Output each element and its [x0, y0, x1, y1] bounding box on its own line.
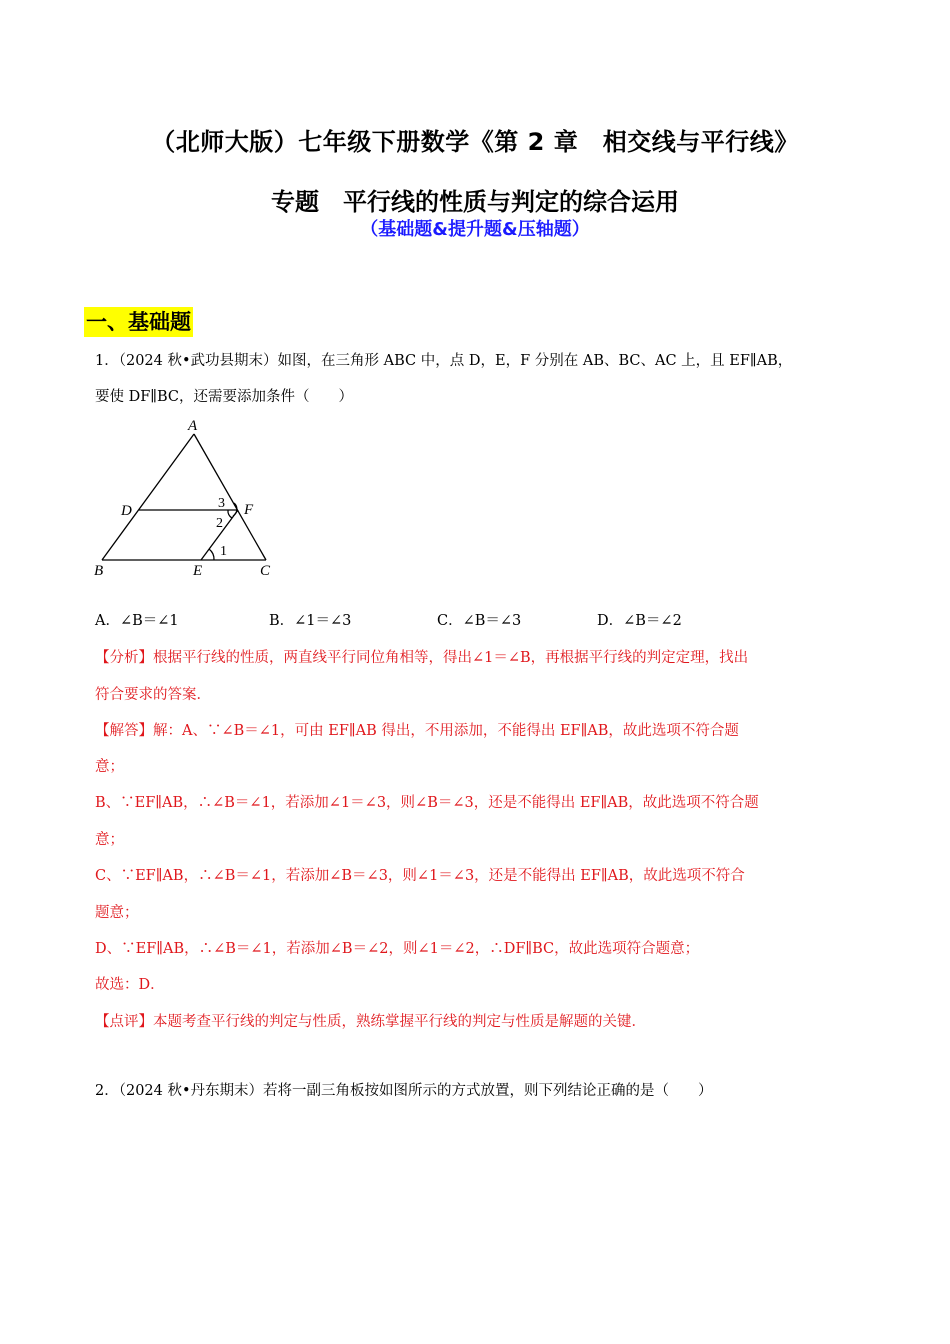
solution-line: C、∵EF∥AB，∴∠B＝∠1，若添加∠B＝∠3，则∠1＝∠3，还是不能得出 EF∥AB，故此选项不符合: [95, 868, 745, 884]
option-d[interactable]: D．∠B＝∠2: [597, 613, 682, 629]
option-b[interactable]: B．∠1＝∠3: [269, 613, 352, 629]
angle-1-label: 1: [220, 544, 227, 559]
point-c-label: C: [260, 563, 271, 579]
option-a[interactable]: A．∠B＝∠1: [95, 613, 179, 629]
segment-ab: [102, 434, 194, 560]
question1-stem-line2: 要使 DF∥BC，还需要添加条件（ ）: [95, 389, 354, 405]
analysis-line2: 符合要求的答案．: [95, 687, 211, 703]
solution-line: 故选：D．: [95, 977, 165, 993]
angle-2-arc: [228, 510, 232, 518]
angle-1-arc: [209, 549, 214, 560]
option-c[interactable]: C．∠B＝∠3: [437, 613, 522, 629]
solution-line: 题意；: [95, 905, 139, 921]
solution-line: D、∵EF∥AB，∴∠B＝∠1，若添加∠B＝∠2，则∠1＝∠2，∴DF∥BC，故此选项符合题意；: [95, 941, 700, 957]
solution-line: 意；: [95, 832, 124, 848]
point-f-label: F: [244, 502, 254, 518]
point-b-label: B: [94, 563, 104, 579]
question1-stem-line1: 1．（2024 秋•武功县期末）如图，在三角形 ABC 中，点 D，E，F 分别在 AB、BC、AC 上，且 EF∥AB，: [95, 353, 793, 369]
document-title: （北师大版）七年级下册数学《第 2 章 相交线与平行线》: [151, 128, 799, 156]
angle-3-label: 3: [218, 496, 225, 511]
analysis-line1: 【分析】根据平行线的性质，两直线平行同位角相等，得出∠1＝∠B，再根据平行线的判定定理，找出: [95, 650, 749, 666]
solution-line: 意；: [95, 759, 124, 775]
section-heading: 一、基础题: [84, 307, 193, 337]
point-d-label: D: [121, 503, 132, 519]
solution-line: B、∵EF∥AB，∴∠B＝∠1，若添加∠1＝∠3，则∠B＝∠3，还是不能得出 EF∥AB，故此选项不符合题: [95, 795, 759, 811]
segment-ac: [194, 434, 266, 560]
angle-2-label: 2: [216, 516, 223, 531]
solution-line: 【解答】解：A、∵∠B＝∠1，可由 EF∥AB 得出，不用添加，不能得出 EF∥AB，故此选项不符合题: [95, 723, 739, 739]
comment-line: 【点评】本题考查平行线的判定与性质，熟练掌握平行线的判定与性质是解题的关键．: [95, 1014, 646, 1030]
question2-stem: 2．（2024 秋•丹东期末）若将一副三角板按如图所示的方式放置，则下列结论正确的是（ ）: [95, 1083, 713, 1099]
point-e-label: E: [193, 563, 203, 579]
topic-title: 专题 平行线的性质与判定的综合运用: [271, 188, 679, 216]
difficulty-levels: （基础题&提升题&压轴题）: [360, 219, 590, 240]
triangle-figure: [86, 412, 286, 584]
point-a-label: A: [188, 418, 198, 434]
